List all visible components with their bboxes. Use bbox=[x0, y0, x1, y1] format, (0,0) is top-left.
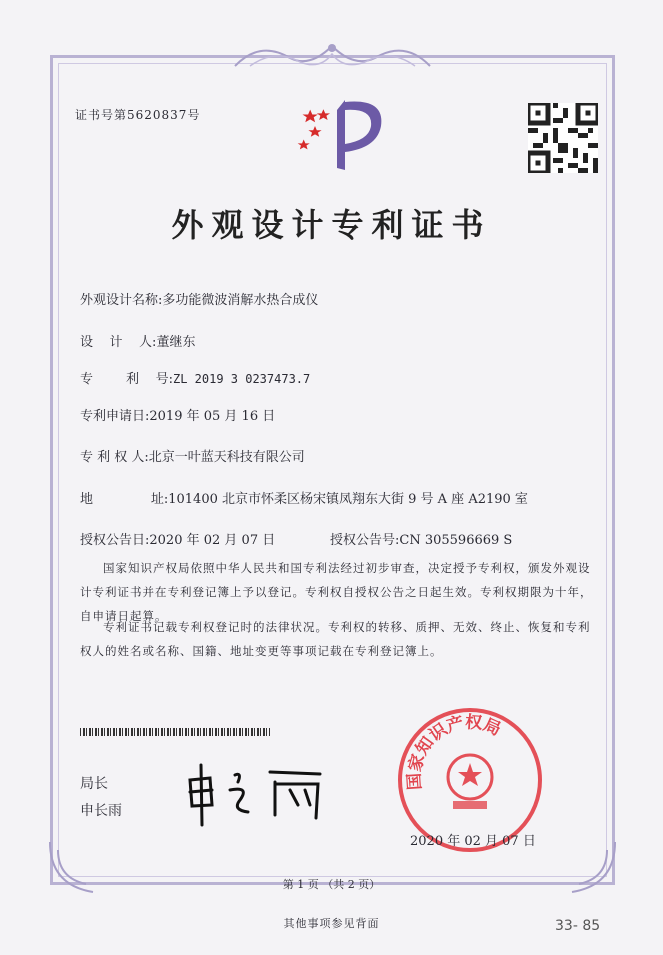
field-filing-date bbox=[80, 405, 275, 424]
field-label: 授权公告日: bbox=[80, 533, 150, 548]
page-title: 外观设计专利证书 bbox=[171, 206, 492, 244]
field-value: 2020 年 02 月 07 日 bbox=[149, 533, 276, 548]
signer-name: 申长雨 bbox=[80, 803, 122, 819]
field-label: 授权公告号: bbox=[330, 533, 400, 548]
body-paragraph: 国家知识产权局依照中华人民共和国专利法经过初步审查，决定授予专利权，颁发外观设计专利证书并在专利登记簿上予以登记。专利权自授权公告之日起生效。专利权期限为十年，自申请日起算。 bbox=[80, 561, 593, 623]
barcode bbox=[80, 728, 270, 736]
field-address bbox=[80, 488, 528, 507]
field-value: 2019 年 05 月 16 日 bbox=[149, 409, 276, 424]
field-label: 外观设计名称: bbox=[80, 293, 163, 308]
field-patentee bbox=[80, 446, 305, 465]
field-value: 101400 北京市怀柔区杨宋镇凤翔东大街 9 号 A 座 A2190 室 bbox=[168, 492, 528, 507]
field-label: 专 利 号: bbox=[80, 372, 173, 387]
certificate-number: 证书号第5620837号 bbox=[75, 108, 201, 122]
body-paragraph: 专利证书记载专利权登记时的法律状况。专利权的转移、质押、无效、终止、恢复和专利权人的姓名或名称、国籍、地址变更等事项记载在专利登记簿上。 bbox=[80, 620, 591, 658]
svg-text:国家知识产权局 bbox=[404, 712, 504, 791]
seal-date: 2020 年 02 月 07 日 bbox=[410, 834, 536, 849]
seal-text: 国家知识产权局 bbox=[404, 712, 504, 791]
top-ornament bbox=[230, 38, 435, 70]
field-grant-number bbox=[330, 529, 512, 548]
field-label: 专利申请日: bbox=[80, 409, 150, 424]
field-value: CN 305596669 S bbox=[399, 533, 513, 548]
handwritten-note: 33- 85 bbox=[555, 918, 601, 934]
field-value: 董继东 bbox=[156, 335, 196, 350]
footer-note: 其他事项参见背面 bbox=[283, 917, 380, 930]
field-value: ZL 2019 3 0237473.7 bbox=[172, 372, 311, 386]
field-label: 设 计 人: bbox=[80, 335, 157, 350]
field-design-name bbox=[80, 289, 318, 308]
field-value: 北京一叶蓝天科技有限公司 bbox=[148, 450, 305, 465]
field-label: 地 址: bbox=[80, 492, 169, 507]
handwritten-signature bbox=[180, 760, 340, 830]
field-grant-date bbox=[80, 529, 275, 548]
cnipa-logo-icon bbox=[285, 90, 395, 180]
field-label: 专 利 权 人: bbox=[80, 450, 149, 465]
page-number: 第 1 页 （共 2 页） bbox=[282, 878, 381, 891]
signer-title: 局长 bbox=[80, 776, 108, 792]
qr-code bbox=[528, 103, 598, 173]
field-value: 多功能微波消解水热合成仪 bbox=[162, 293, 319, 308]
field-patent-number bbox=[80, 368, 310, 387]
field-designer bbox=[80, 331, 195, 350]
